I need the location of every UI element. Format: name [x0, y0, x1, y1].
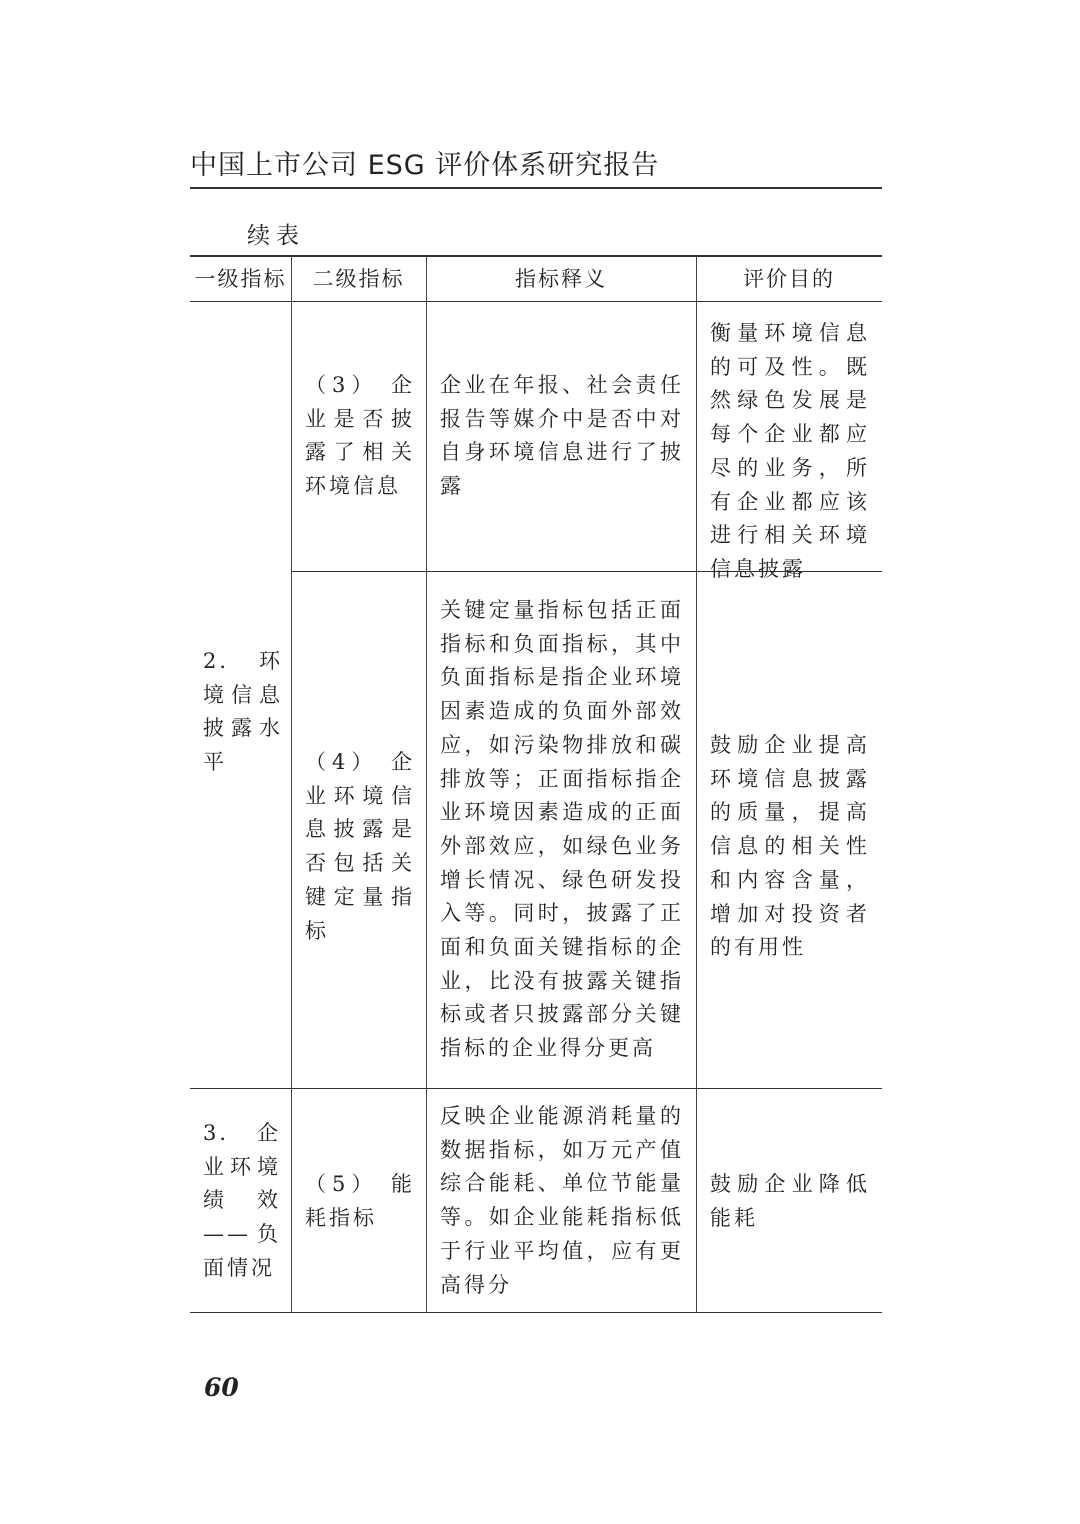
row-divider	[190, 1088, 882, 1089]
purpose-cell: 鼓励企业提高环境信息披露的质量，提高信息的相关性和内容含量，增加对投资者的有用性	[710, 733, 870, 960]
definition-cell: 反映企业能源消耗量的数据指标，如万元产值综合能耗、单位节能量等。如企业能耗指标低于行业平均值，应有更高得分	[440, 1104, 684, 1297]
purpose-cell: 鼓励企业降低能耗	[710, 1172, 870, 1230]
level1-indicator-cell: 2. 环境信息披露水平	[203, 649, 283, 775]
column-divider	[696, 255, 697, 1313]
indicator-table	[190, 255, 882, 1313]
page-number: 60	[204, 1373, 239, 1402]
column-divider	[426, 255, 427, 1313]
column-header-definition: 指标释义	[515, 267, 607, 291]
level2-indicator-cell: （4） 企业环境信息披露是否包括关键定量指标	[305, 750, 415, 943]
level2-indicator-cell: （3） 企业是否披露了相关环境信息	[305, 373, 415, 499]
column-header-level1: 一级指标	[194, 267, 287, 291]
level1-indicator-cell: 3. 企业环境绩效——负面情况	[203, 1121, 281, 1280]
purpose-cell: 衡量环境信息的可及性。既然绿色发展是每个企业都应尽的业务，所有企业都应该进行相关环境信息披露	[710, 321, 870, 581]
column-divider	[291, 255, 292, 1313]
header-rule	[190, 187, 882, 189]
definition-cell: 关键定量指标包括正面指标和负面指标，其中负面指标是指企业环境因素造成的负面外部效应，如污染物排放和碳排放等；正面指标指企业环境因素造成的正面外部效应，如绿色业务增长情况、绿色研发投入等。同时，披露了正面和负面关键指标的企业，比没有披露关键指标或者只披露部分关键指标的企业得分更高	[440, 598, 684, 1061]
running-header: 中国上市公司 ESG 评价体系研究报告	[190, 150, 660, 181]
table-header-rule	[190, 301, 882, 302]
definition-cell: 企业在年报、社会责任报告等媒介中是否中对自身环境信息进行了披露	[440, 373, 684, 499]
table-bottom-rule	[190, 1312, 882, 1313]
level2-indicator-cell: （5） 能耗指标	[305, 1172, 415, 1230]
column-header-level2: 二级指标	[312, 267, 405, 291]
table-caption: 续表	[247, 223, 305, 249]
column-header-purpose: 评价目的	[743, 267, 835, 291]
